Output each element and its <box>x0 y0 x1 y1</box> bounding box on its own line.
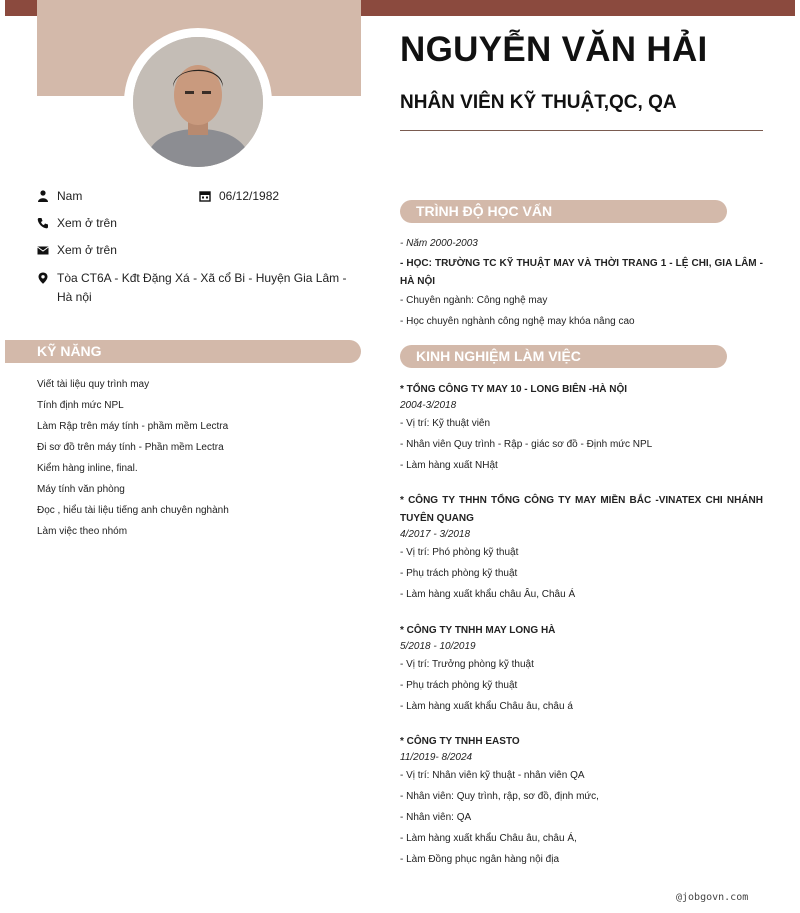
gender-text: Nam <box>57 189 83 203</box>
dob-row <box>199 187 349 206</box>
footer-watermark: @jobgovn.com <box>676 892 749 903</box>
location-pin-icon <box>37 272 49 284</box>
skill-item: Máy tính văn phòng <box>37 484 125 495</box>
skills-header <box>5 340 361 363</box>
skill-item: Đọc , hiểu tài liệu tiếng anh chuyên nghành <box>37 505 229 516</box>
job-line: - Vị trí: Kỹ thuật viên <box>400 418 491 429</box>
job-line: - Nhân viên: QA <box>400 812 472 823</box>
education-period: - Năm 2000-2003 <box>400 238 478 249</box>
job-line: - Làm Đồng phục ngân hàng nội địa <box>400 854 560 865</box>
job-entry <box>400 381 763 480</box>
job-entry <box>400 492 763 609</box>
job-line: - Phụ trách phòng kỹ thuật <box>400 680 518 691</box>
phone-row <box>37 214 237 233</box>
job-line: - Vị trí: Trưởng phòng kỹ thuật <box>400 659 534 670</box>
job-period: 11/2019- 8/2024 <box>400 752 473 763</box>
job-entry <box>400 622 763 721</box>
email-text: Xem ở trên <box>57 243 117 257</box>
job-line: - Vị trí: Nhân viên kỹ thuật - nhân viên QA <box>400 770 585 781</box>
address-text: Tòa CT6A - Kđt Đặng Xá - Xã cổ Bi - Huyện Gia Lâm - Hà nội <box>57 271 347 304</box>
job-company: * CÔNG TY TNHH EASTO <box>400 736 520 747</box>
candidate-name: NGUYỄN VĂN HẢI <box>400 30 708 69</box>
job-company: * CÔNG TY THHN TỔNG CÔNG TY MAY MIỀN BẮC -VINATEX CHI NHÁNH TUYÊN QUANG <box>400 495 763 524</box>
person-icon <box>37 190 49 202</box>
education-line: - Chuyên ngành: Công nghệ may <box>400 295 548 306</box>
header-divider <box>400 130 763 131</box>
gender-row <box>37 187 187 206</box>
calendar-icon <box>199 190 211 202</box>
envelope-icon <box>37 244 49 256</box>
experience-header <box>400 345 727 368</box>
phone-icon <box>37 217 49 229</box>
job-line: - Làm hàng xuất NHật <box>400 460 498 471</box>
email-row <box>37 241 237 260</box>
skill-item: Đi sơ đồ trên máy tính - Phần mềm Lectra <box>37 442 224 453</box>
job-period: 2004-3/2018 <box>400 400 457 411</box>
job-company: * TỔNG CÔNG TY MAY 10 - LONG BIÊN -HÀ NỘI <box>400 384 628 395</box>
skill-item: Viết tài liệu quy trình may <box>37 379 150 390</box>
job-entry <box>400 733 763 874</box>
skill-item: Làm việc theo nhóm <box>37 526 128 537</box>
profile-photo <box>133 37 263 167</box>
skill-item: Làm Rập trên máy tính - phầm mềm Lectra <box>37 421 229 432</box>
job-line: - Làm hàng xuất khẩu Châu âu, châu Á, <box>400 833 577 844</box>
job-period: 5/2018 - 10/2019 <box>400 641 476 652</box>
job-line: - Vị trí: Phó phòng kỹ thuật <box>400 547 519 558</box>
education-line: - Học chuyên nghành công nghệ may khóa nâng cao <box>400 316 635 327</box>
education-block <box>400 237 763 336</box>
job-line: - Phụ trách phòng kỹ thuật <box>400 568 518 579</box>
address-row <box>37 269 357 309</box>
job-line: - Nhân viên Quy trình - Rập - giác sơ đồ - Định mức NPL <box>400 439 653 450</box>
experience-title: KINH NGHIỆM LÀM VIỆC <box>416 348 581 364</box>
skill-item: Kiểm hàng inline, final. <box>37 463 138 474</box>
skills-list <box>37 378 229 546</box>
job-line: - Làm hàng xuất khẩu châu Âu, Châu Á <box>400 589 576 600</box>
phone-text: Xem ở trên <box>57 216 117 230</box>
job-period: 4/2017 - 3/2018 <box>400 529 471 540</box>
skills-title: KỸ NĂNG <box>37 343 102 359</box>
education-header <box>400 200 727 223</box>
education-school: - HỌC: TRƯỜNG TC KỸ THUẬT MAY VÀ THỜI TRANG 1 - LỆ CHI, GIA LÂM - HÀ NỘI <box>400 258 763 287</box>
job-company: * CÔNG TY TNHH MAY LONG HÀ <box>400 625 556 636</box>
job-line: - Nhân viên: Quy trình, rập, sơ đồ, định mức, <box>400 791 599 802</box>
job-line: - Làm hàng xuất khẩu Châu âu, châu á <box>400 701 573 712</box>
dob-text: 06/12/1982 <box>219 189 280 203</box>
skill-item: Tính định mức NPL <box>37 400 124 411</box>
candidate-role: NHÂN VIÊN KỸ THUẬT,QC, QA <box>400 92 677 113</box>
education-title: TRÌNH ĐỘ HỌC VẤN <box>416 203 553 219</box>
